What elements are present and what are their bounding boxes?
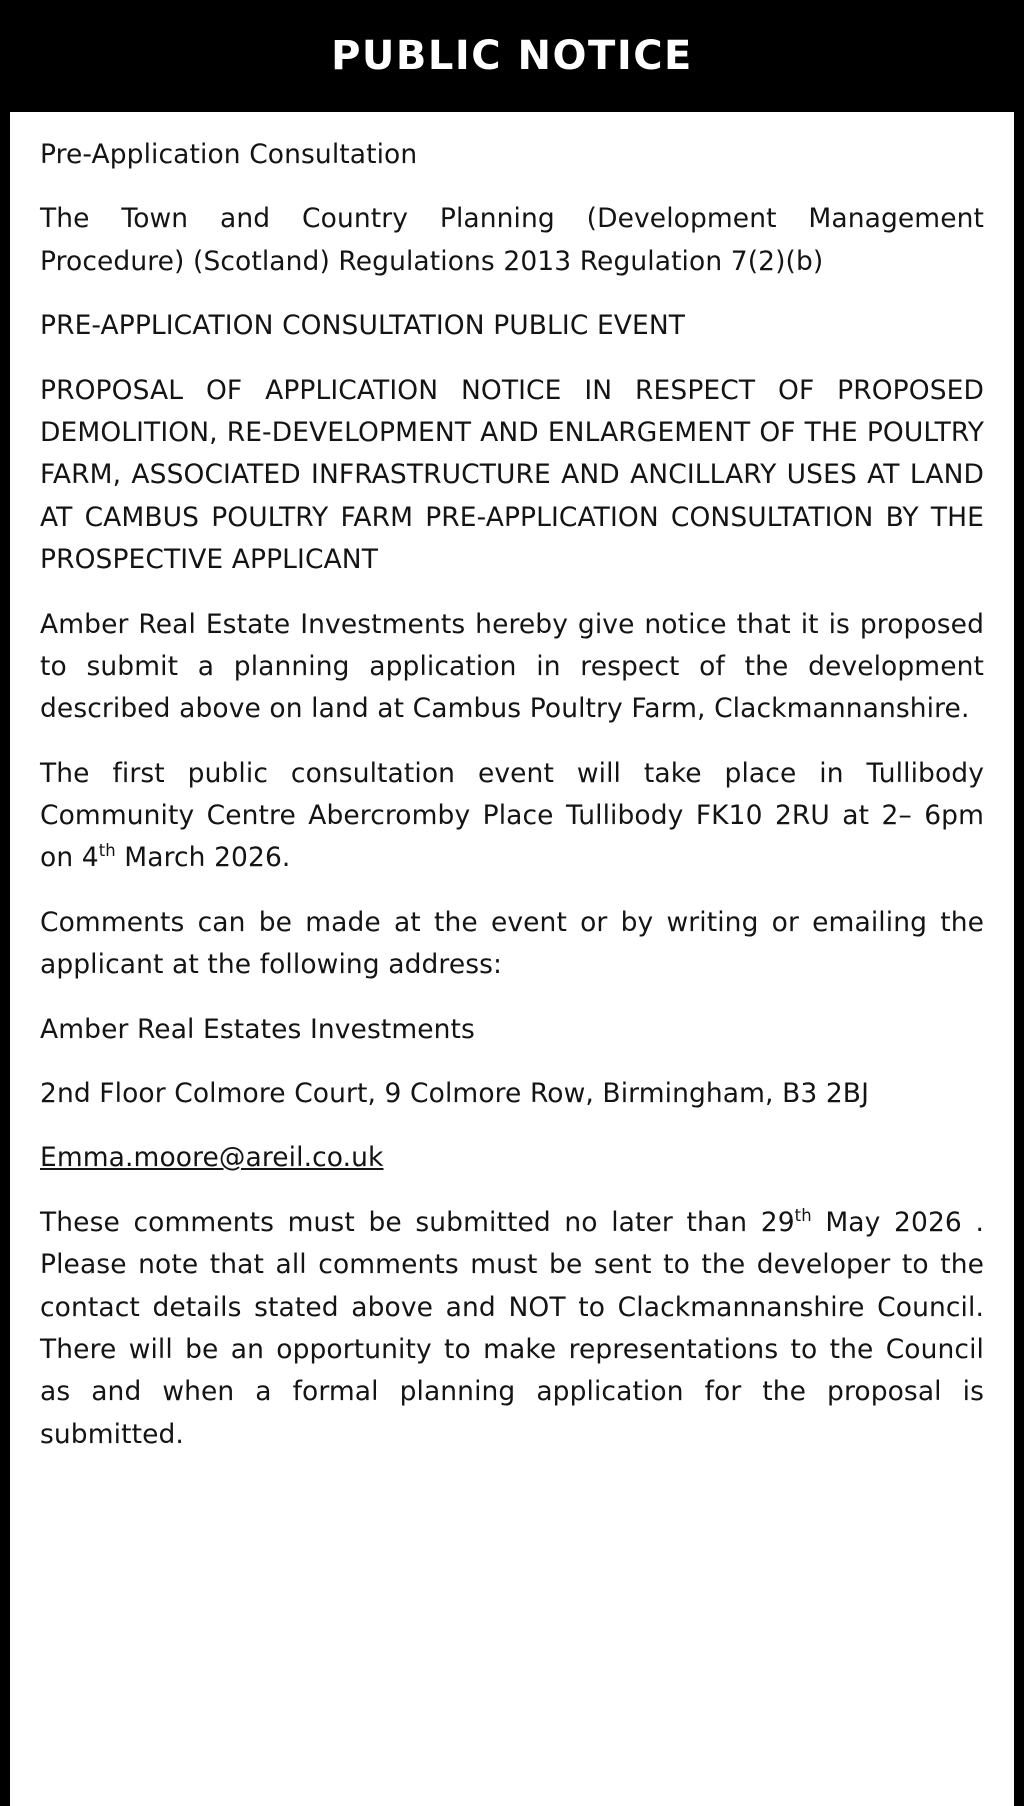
page-title: PUBLIC NOTICE (331, 33, 693, 79)
deadline-text-end: May 2026 . Please note that all comments must be sent to the developer to the contact details stated above and NOT to Clackmannanshire Council. There will be an opportunity to make representations to the Council as and when a formal planning application for the proposal is submitted. (40, 1206, 984, 1450)
notice-subtitle: Pre-Application Consultation (40, 139, 418, 170)
applicant-email-link[interactable]: Emma.moore@areil.co.uk (40, 1142, 384, 1174)
deadline-date-ordinal: th (794, 1205, 812, 1225)
regulation-text: The Town and Country Planning (Development Management Procedure) (Scotland) Regulations 2013 Regulation 7(2)(b) (40, 203, 984, 277)
applicant-email-line (40, 1137, 984, 1179)
applicant-address: 2nd Floor Colmore Court, 9 Colmore Row, Birmingham, B3 2BJ (40, 1078, 870, 1110)
deadline-text (40, 1202, 984, 1456)
event-date-ordinal: th (98, 841, 116, 861)
deadline-text-start: These comments must be submitted no later than 29 (40, 1206, 795, 1238)
notice-header (0, 0, 1024, 112)
event-details (40, 753, 984, 880)
event-details-text-end: March 2026. (115, 842, 291, 874)
proposal-heading: PROPOSAL OF APPLICATION NOTICE IN RESPECT OF PROPOSED DEMOLITION, RE-DEVELOPMENT AND ENLARGEMENT OF THE POULTRY FARM, ASSOCIATED INFRASTRUCTURE AND ANCILLARY USES AT LAND AT CAMBUS POULTRY FARM PRE-APPLICATION CONSULTATION BY THE PROSPECTIVE APPLICANT (40, 374, 984, 576)
applicant-statement: Amber Real Estate Investments hereby give notice that it is proposed to submit a planning application in respect of the development described above on land at Cambus Poultry Farm, Clackmannanshire. (40, 608, 984, 725)
event-heading: PRE-APPLICATION CONSULTATION PUBLIC EVENT (40, 310, 686, 342)
comments-intro: Comments can be made at the event or by writing or emailing the applicant at the following address: (40, 906, 984, 981)
notice-body (10, 112, 1014, 1806)
applicant-name: Amber Real Estates Investments (40, 1013, 475, 1045)
event-details-text: The first public consultation event will take place in Tullibody Community Centre Abercromby Place Tullibody FK10 2RU at 2– 6pm on 4 (40, 757, 984, 874)
